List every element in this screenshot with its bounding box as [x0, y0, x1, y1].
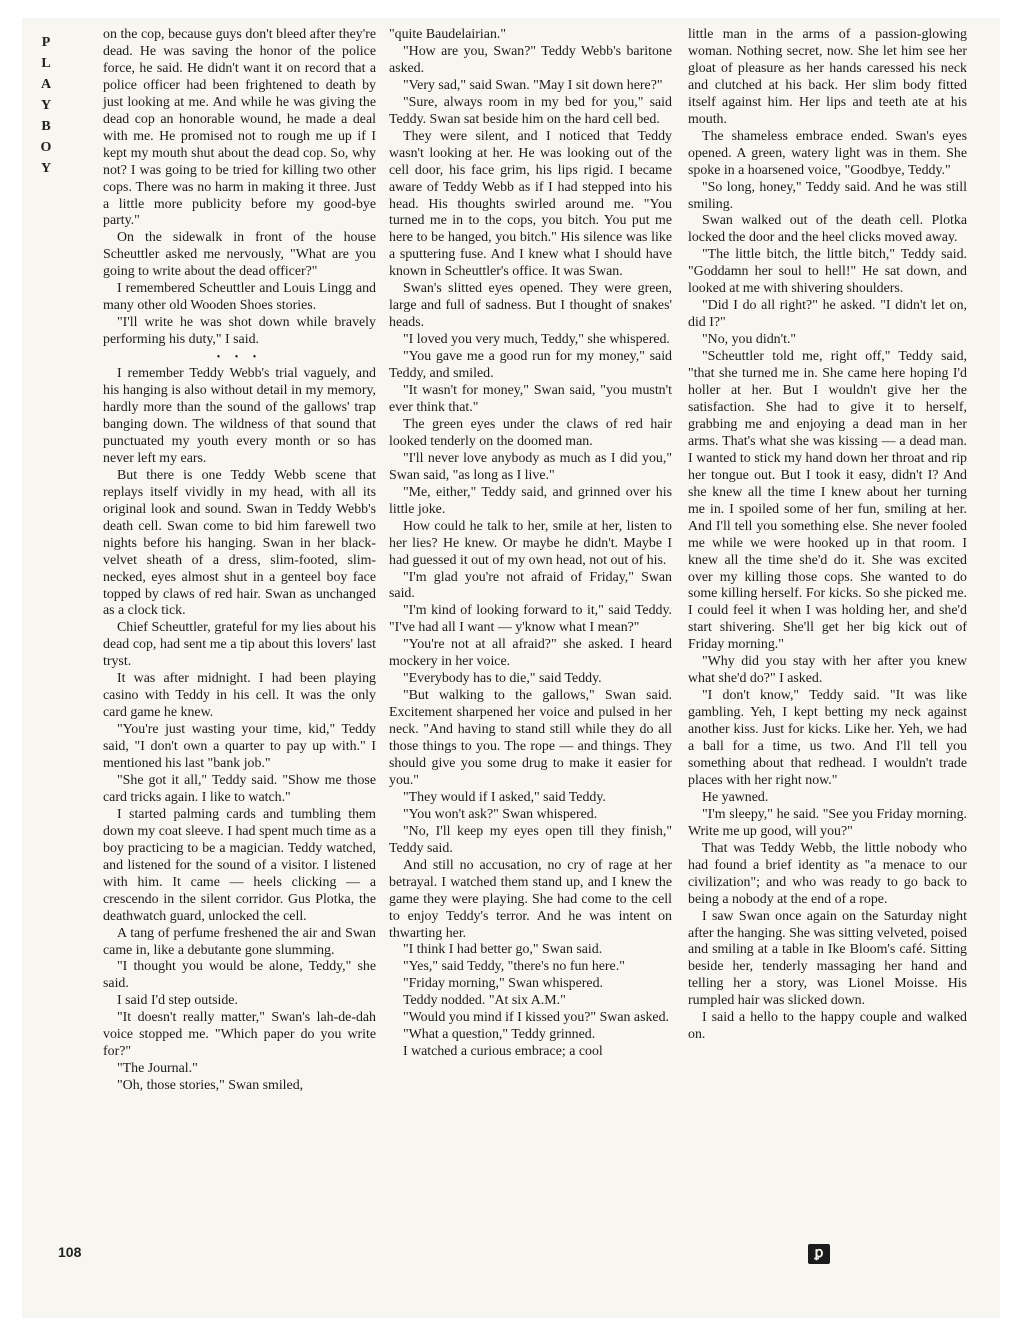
paragraph: I watched a curious embrace; a cool	[403, 1044, 603, 1060]
paragraph: "Me, either," Teddy said, and grinned over his little joke.	[389, 484, 672, 517]
paragraph: They were silent, and I noticed that Teddy wasn't looking at her. He was looking out of the cell door, his face grim, his lips rigid. I became aware of Teddy Webb as if I had stepped into his head. His thoughts swirled around me. "You turned me in to the cops, you bitch. You put me here to be hanged, you bitch." His silence was like a sputtering fuse. And I knew what I should have known in Scheuttler's office. It was Swan.	[389, 128, 672, 280]
text-column-1	[103, 27, 376, 1095]
paragraph: I remember Teddy Webb's trial vaguely, and his hanging is also without detail in my memory, hardly more than the sound of the gallows' trap banging down. The wildness of that sound that punctuated my youth every month or so has never left my ears.	[103, 366, 376, 466]
paragraph: "I'll never love anybody as much as I did you," Swan said, "as long as I live."	[389, 450, 672, 483]
paragraph: He yawned.	[702, 789, 769, 805]
paragraph: "No, you didn't."	[702, 332, 797, 348]
paragraph: Swan walked out of the death cell. Plotka locked the door and the heel clicks moved away.	[688, 213, 967, 246]
paragraph: It was after midnight. I had been playing casino with Teddy in his cell. It was the only card game he knew.	[103, 671, 376, 721]
text-column-3	[688, 27, 967, 1044]
paragraph: "I'll write he was shot down while bravely performing his duty," I said.	[103, 315, 376, 348]
paragraph: "The Journal."	[117, 1061, 198, 1077]
paragraph: "Yes," said Teddy, "there's no fun here."	[403, 959, 625, 975]
paragraph: On the sidewalk in front of the house Scheuttler asked me nervously, "What are you going to write about the dead officer?"	[103, 230, 376, 280]
paragraph: I said I'd step outside.	[117, 993, 238, 1009]
paragraph: The shameless embrace ended. Swan's eyes opened. A green, watery light was in them. She spoke in a hoarsened voice, "Goodbye, Teddy."	[688, 128, 967, 178]
paragraph: "But walking to the gallows," Swan said. Excitement sharpened her voice and pulsed in her neck. "And having to stand still while they do all those things to you. The rope — and things. They should give you some drug to make it easier for you."	[389, 688, 672, 788]
end-of-story-mark: ꝑ	[808, 1244, 830, 1264]
magazine-masthead: P L A Y B O Y	[40, 35, 52, 176]
paragraph: on the cop, because guys don't bleed after they're dead. He was saving the honor of the police force, he said. He didn't want it on record that a police officer had been frightened to death by just looking at me. And while he was giving the dead cop an honorable wound, he made a deal with me. He promised not to rough me up if I kept my mouth shut about the dead cop. So, why not? I was going to be tried for killing two other cops. There was no harm in making it three. Just a little more publicity before my good-bye party."	[103, 27, 376, 229]
paragraph: "I'm glad you're not afraid of Friday," Swan said.	[389, 569, 672, 602]
paragraph: "Would you mind if I kissed you?" Swan asked.	[403, 1010, 670, 1026]
paragraph: "Oh, those stories," Swan smiled,	[117, 1078, 304, 1094]
paragraph: "It doesn't really matter," Swan's lah-de-dah voice stopped me. "Which paper do you write for?"	[103, 1010, 376, 1060]
paragraph: I saw Swan once again on the Saturday night after the hanging. She was sitting velveted, poised and smiling at a table in Ike Bloom's café. Sitting beside her, tenderly massaging her hand and telling her a story, was Lionel Moisse. His rumpled hair was slicked down.	[688, 908, 967, 1009]
paragraph: "Did I do all right?" he asked. "I didn't let on, did I?"	[688, 298, 967, 331]
paragraph: "Friday morning," Swan whispered.	[403, 976, 603, 992]
paragraph: "So long, honey," Teddy said. And he was still smiling.	[688, 179, 967, 212]
paragraph: "How are you, Swan?" Teddy Webb's baritone asked.	[389, 43, 672, 76]
paragraph: "It wasn't for money," Swan said, "you mustn't ever think that."	[389, 383, 672, 415]
text-column-2	[389, 27, 672, 1061]
paragraph: I remembered Scheuttler and Louis Lingg and many other old Wooden Shoes stories.	[103, 281, 376, 314]
paragraph: A tang of perfume freshened the air and Swan came in, like a debutante gone slumming.	[103, 925, 376, 958]
paragraph: "I'm sleepy," he said. "See you Friday morning. Write me up good, will you?"	[688, 806, 967, 839]
paragraph: Swan's slitted eyes opened. They were green, large and full of sadness. But I thought of snakes' heads.	[389, 281, 672, 331]
paragraph: "quite Baudelairian."	[389, 27, 507, 42]
paragraph: Teddy nodded. "At six A.M."	[403, 993, 566, 1009]
paragraph: "You're not at all afraid?" she asked. I heard mockery in her voice.	[389, 637, 672, 670]
paragraph: I started palming cards and tumbling them down my coat sleeve. I had spent much time as a boy practicing to be a magician. Teddy watched, and listened for the sound of a visitor. I listened with him. It came — heels clicking — a crescendo in the silent corridor. Gus Plotka, the deathwatch guard, unlocked the cell.	[103, 806, 376, 924]
paragraph: "I thought you would be alone, Teddy," she said.	[103, 959, 376, 992]
paragraph: • • •	[216, 352, 263, 364]
paragraph: "Scheuttler told me, right off," Teddy said, "that she turned me in. She came here hoping I'd holler at her. But I wouldn't give her the satisfaction. She had to give it to herself, grabbing me and enjoying a dead man in her arms. That's what she was kissing — a dead man. I wanted to stick my hand down her throat and rip her tongue out. But I took it easy, didn't I? And she knew all the time I knew about her turning me in. I spoiled some of her fun, smiling at her. And I'll tell you something else. She never fooled me while we were hooked up in that room. I knew all the time she'd do it. She was excited over my killing those cops. She wanted to do some killing herself. For kicks. So she picked me. I could feel it when I was holding her, and she'd start shivering. She'll get her big kick out of Friday morning."	[688, 349, 967, 653]
paragraph: "No, I'll keep my eyes open till they finish," Teddy said.	[389, 823, 672, 856]
paragraph: "She got it all," Teddy said. "Show me those card tricks again. I like to watch."	[103, 772, 376, 805]
paragraph: "I think I had better go," Swan said.	[403, 942, 603, 958]
paragraph: "What a question," Teddy grinned.	[403, 1027, 596, 1043]
paragraph: "Why did you stay with her after you knew what she'd do?" I asked.	[688, 654, 967, 687]
paragraph: "You're just wasting your time, kid," Teddy said, "I don't own a quarter to pay up with." I mentioned his last "bank job."	[103, 722, 376, 772]
page-number: 108	[58, 1244, 82, 1260]
paragraph: "They would if I asked," said Teddy.	[403, 789, 606, 805]
paragraph: The green eyes under the claws of red hair looked tenderly on the doomed man.	[389, 416, 672, 449]
paragraph: That was Teddy Webb, the little nobody who had found a brief identity as "a menace to our civilization"; and who was ready to go back to being a nobody at the end of a rope.	[688, 840, 967, 907]
paragraph: "The little bitch, the little bitch," Teddy said. "Goddamn her soul to hell!" He sat down, and looked at me with shivering shoulders.	[688, 247, 967, 297]
paragraph: "Very sad," said Swan. "May I sit down here?"	[403, 77, 663, 93]
paragraph: "I'm kind of looking forward to it," said Teddy. "I've had all I want — y'know what I mean?"	[389, 603, 672, 636]
paragraph: How could he talk to her, smile at her, listen to her lies? He knew. Or maybe he didn't. Maybe I had guessed it out of my own head, not out of his.	[389, 518, 672, 568]
paragraph: "Sure, always room in my bed for you," said Teddy. Swan sat beside him on the hard cell bed.	[389, 94, 672, 127]
paragraph: And still no accusation, no cry of rage at her betrayal. I watched them stand up, and I knew the game they were playing. She had come to the cell to enjoy Teddy's terror. And he was intent on thwarting her.	[389, 857, 672, 941]
paragraph: "Everybody has to die," said Teddy.	[403, 671, 602, 687]
paragraph: Chief Scheuttler, grateful for my lies about his dead cop, had sent me a tip about this lovers' last tryst.	[103, 620, 376, 670]
paragraph: But there is one Teddy Webb scene that replays itself vividly in my head, with all its original look and sound. Swan in Teddy Webb's death cell. Swan come to bid him farewell two nights before his hanging. Swan in her black-velvet sheath of a dress, slim-footed, slim-necked, eyes almost shut in a genteel boy face topped by claws of red hair. Swan as unchanged as a clock tick.	[103, 467, 376, 619]
paragraph: "You won't ask?" Swan whispered.	[403, 806, 598, 822]
paragraph: "I loved you very much, Teddy," she whispered.	[403, 332, 670, 348]
paragraph: "You gave me a good run for my money," said Teddy, and smiled.	[389, 349, 672, 382]
paragraph: I said a hello to the happy couple and walked on.	[688, 1010, 967, 1043]
paragraph: little man in the arms of a passion-glowing woman. Nothing secret, now. She let him see her gloat of pleasure as her hands caressed his neck and clutched at his back. Her slim body fitted itself against him. Her lips and teeth ate at his mouth.	[688, 27, 967, 127]
paragraph: "I don't know," Teddy said. "It was like gambling. Yeh, I kept betting my neck against another kiss. Just for kicks. Like her. Yeh, we had a ball for a time, us two. And I'll tell you something about that redhead. I wouldn't trade places with her right now."	[688, 688, 967, 788]
